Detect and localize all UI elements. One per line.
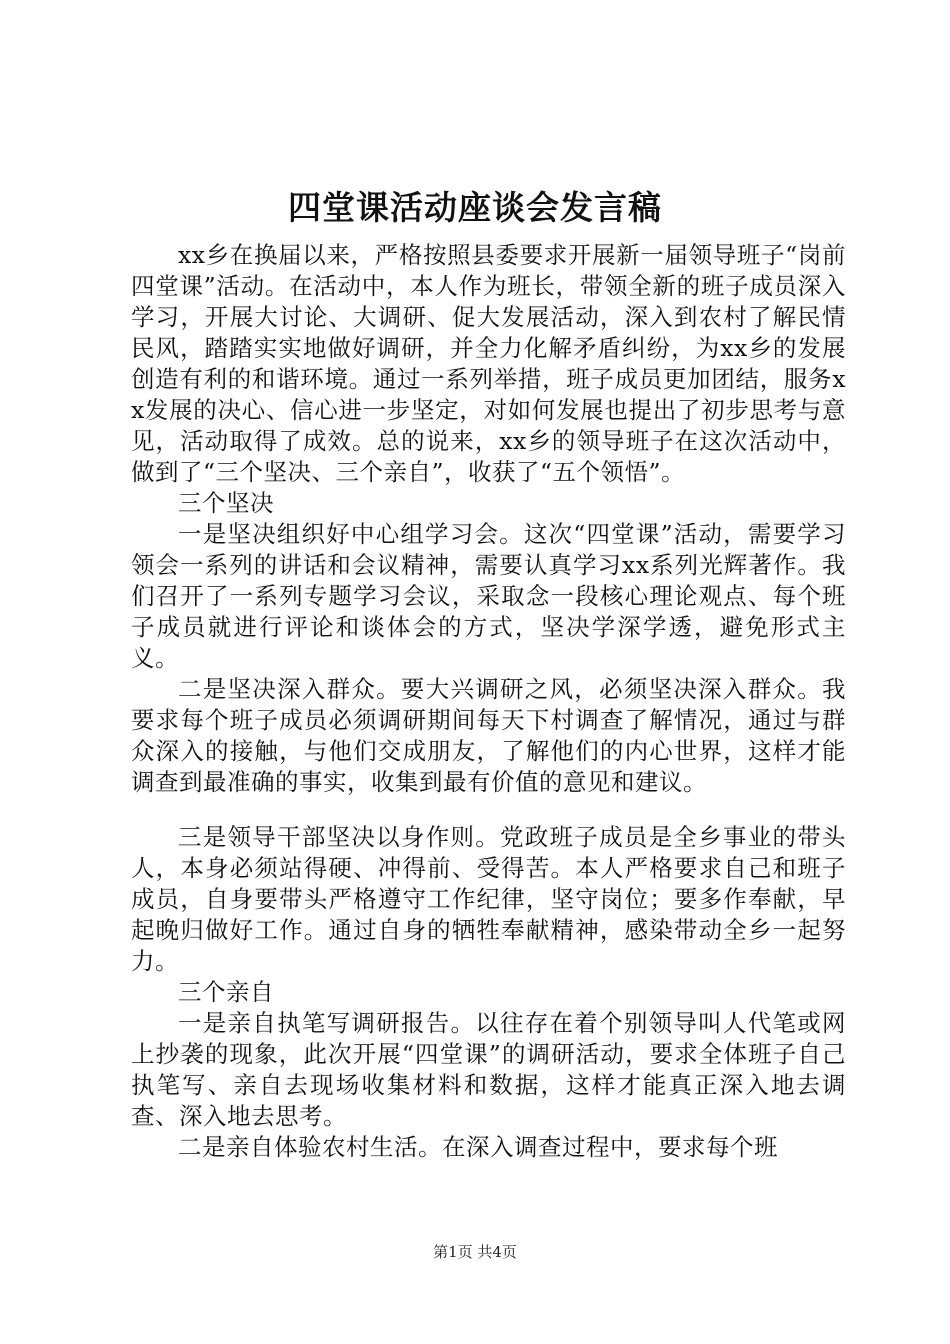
paragraph-intro: xx乡在换届以来，严格按照县委要求开展新一届领导班子“岗前四堂课”活动。在活动中，本人作为班长，带领全新的班子成员深入学习，开展大讨论、大调研、促大发展活动，深入到农村了解民情民风，踏踏实实地做好调研，并全力化解矛盾纠纷，为xx乡的发展创造有利的和谐环境。通过一系列举措，班子成员更加团结，服务xx发展的决心、信心进一步坚定，对如何发展也提出了初步思考与意见，活动取得了成效。总的说来，xx乡的领导班子在这次活动中，做到了“三个坚决、三个亲自”，收获了“五个领悟”。 bbox=[131, 241, 846, 486]
section-heading-three-personal: 三个亲自 bbox=[178, 978, 274, 1006]
document-body bbox=[131, 240, 846, 1163]
paragraph-resolve-1: 一是坚决组织好中心组学习会。这次“四堂课”活动，需要学习领会一系列的讲话和会议精神，需要认真学习xx系列光辉著作。我们召开了一系列专题学习会议，采取念一段核心理论观点、每个班子成员就进行评论和谈体会的方式，坚决学深学透，避免形式主义。 bbox=[131, 520, 846, 672]
document-title: 四堂课活动座谈会发言稿 bbox=[288, 188, 662, 227]
paragraph-personal-2: 二是亲自体验农村生活。在深入调查过程中，要求每个班 bbox=[178, 1133, 778, 1161]
paragraph-resolve-2: 二是坚决深入群众。要大兴调研之风，必须坚决深入群众。我要求每个班子成员必须调研期间每天下村调查了解情况，通过与群众深入的接触，与他们交成朋友，了解他们的内心世界，这样才能调查到最准确的事实，收集到最有价值的意见和建议。 bbox=[131, 675, 846, 796]
paragraph-spacer bbox=[131, 798, 846, 822]
paragraph-resolve-3: 三是领导干部坚决以身作则。党政班子成员是全乡事业的带头人，本身必须站得硬、冲得前、受得苦。本人严格要求自己和班子成员，自身要带头严格遵守工作纪律，坚守岗位；要多作奉献，早起晚归做好工作。通过自身的牺牲奉献精神，感染带动全乡一起努力。 bbox=[131, 823, 846, 975]
paragraph-personal-1: 一是亲自执笔写调研报告。以往存在着个别领导叫人代笔或网上抄袭的现象，此次开展“四堂课”的调研活动，要求全体班子自己执笔写、亲自去现场收集材料和数据，这样才能真正深入地去调查、深入地去思考。 bbox=[131, 1009, 846, 1130]
page-number-footer: 第1页 共4页 bbox=[433, 1243, 517, 1261]
section-heading-three-resolves: 三个坚决 bbox=[178, 489, 274, 517]
